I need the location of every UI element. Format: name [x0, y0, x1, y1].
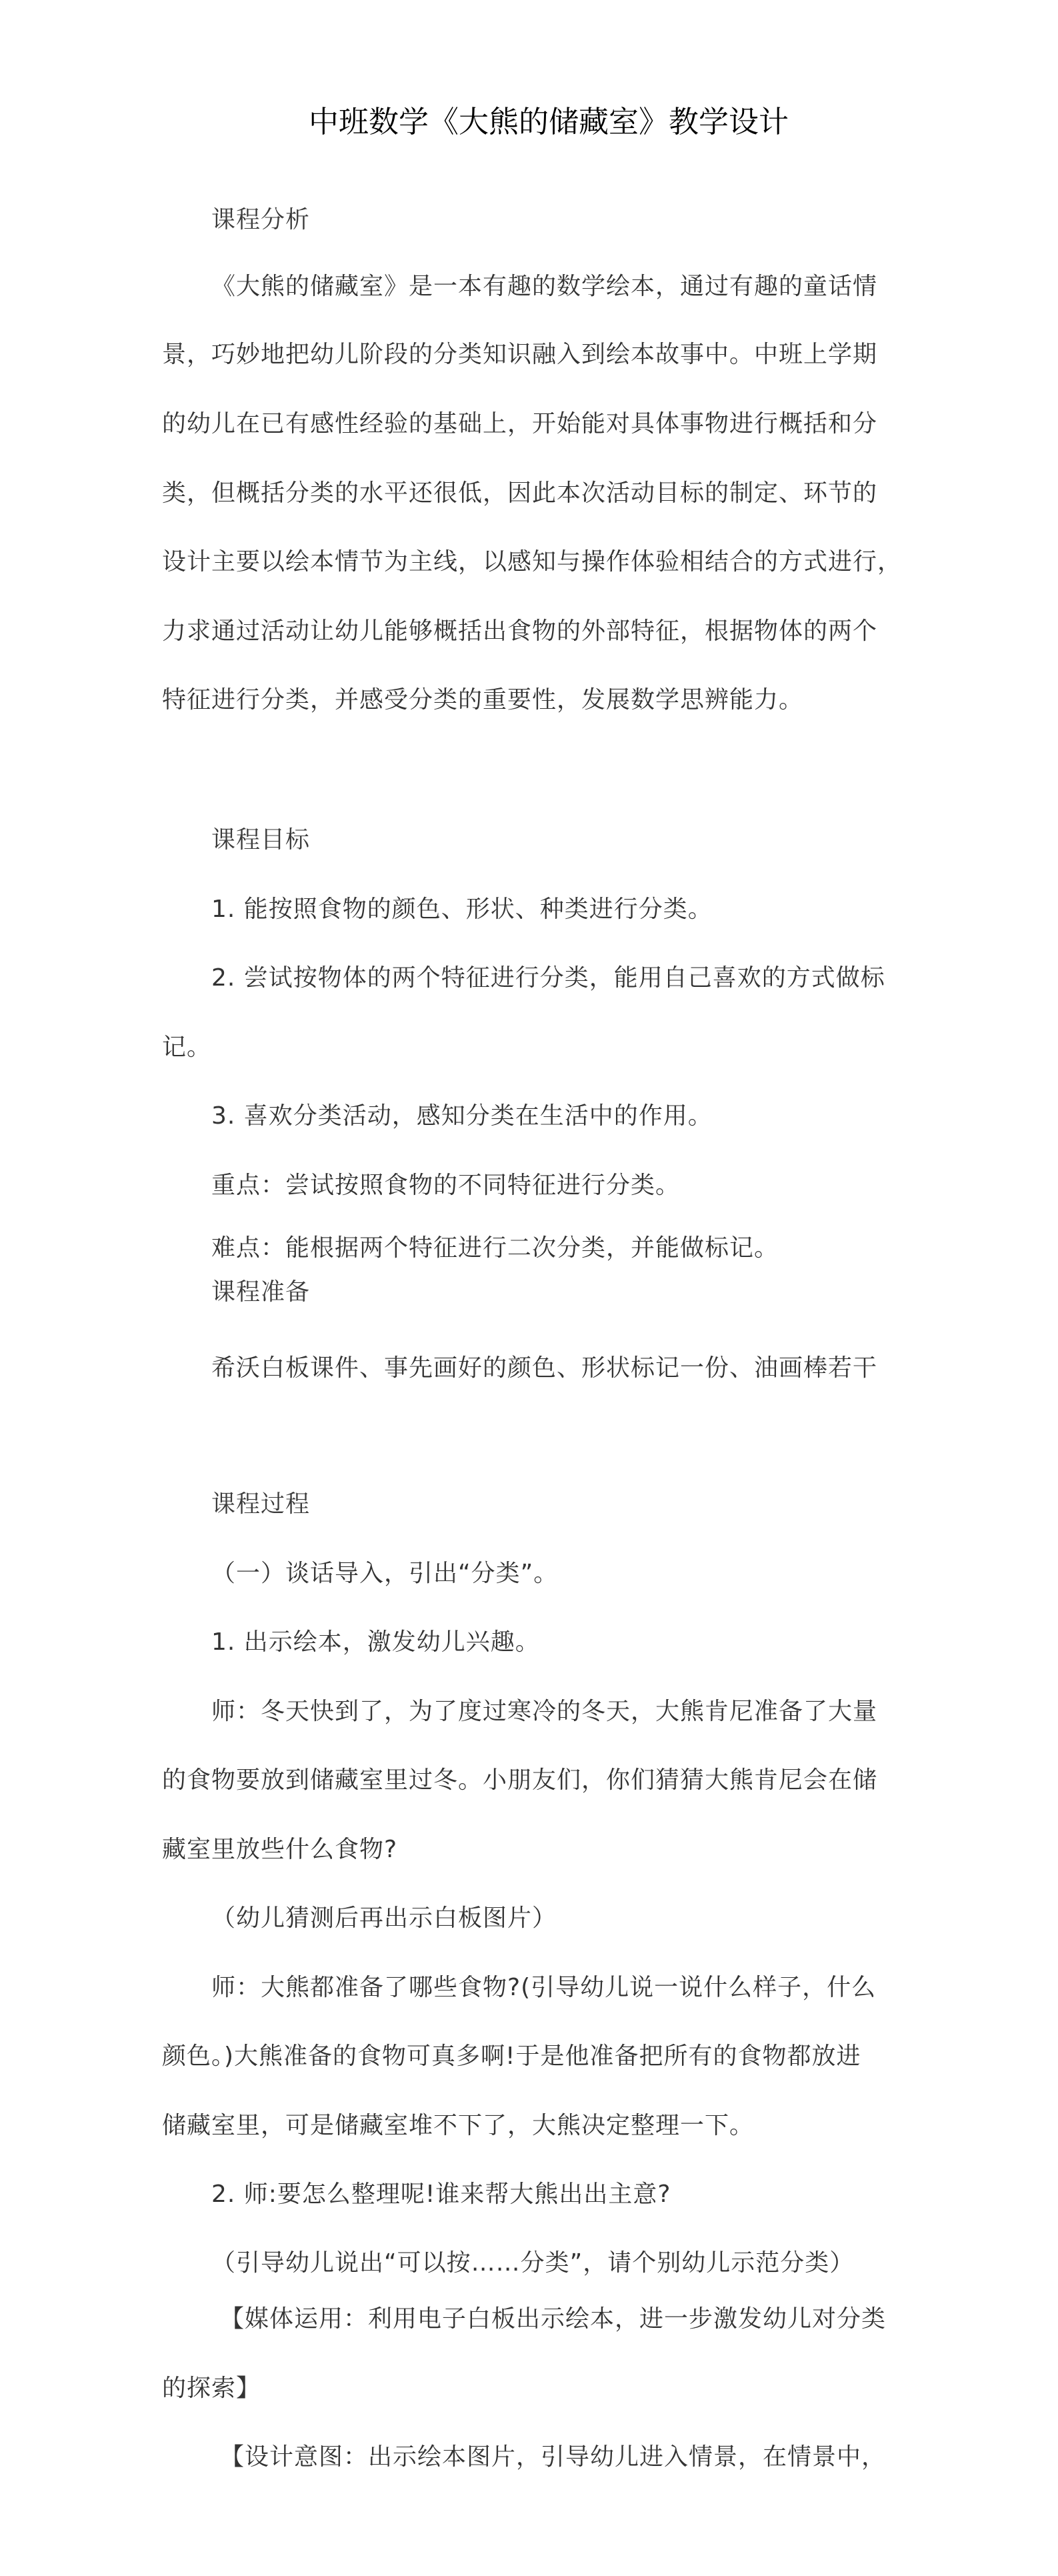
design-intent-note: 【设计意图：出示绘本图片，引导幼儿进入情景，在情景中， [220, 2443, 887, 2471]
analysis-line: 类，但概括分类的水平还很低，因此本次活动目标的制定、环节的 [162, 479, 878, 507]
section-heading-goals: 课程目标 [211, 826, 311, 854]
process-line: 师：大熊都准备了哪些食物?(引导幼儿说一说什么样子，什么 [211, 1974, 877, 2001]
analysis-line: 《大熊的储藏室》是一本有趣的数学绘本，通过有趣的童话情 [211, 273, 878, 300]
analysis-line: 特征进行分类，并感受分类的重要性，发展数学思辨能力。 [162, 686, 804, 714]
media-usage-note: 【媒体运用：利用电子白板出示绘本，进一步激发幼儿对分类 [220, 2305, 887, 2333]
goal-item-continuation: 记。 [162, 1034, 212, 1061]
process-line: （一）谈话导入，引出“分类”。 [211, 1560, 559, 1587]
analysis-line: 力求通过活动让幼儿能够概括出食物的外部特征，根据物体的两个 [162, 617, 878, 645]
process-line: 2. 师:要怎么整理呢!谁来帮大熊出出主意? [211, 2181, 671, 2208]
document-title: 中班数学《大熊的储藏室》教学设计 [309, 104, 789, 139]
goal-item: 2. 尝试按物体的两个特征进行分类，能用自己喜欢的方式做标 [211, 964, 885, 992]
section-heading-process: 课程过程 [211, 1490, 311, 1518]
process-line: （引导幼儿说出“可以按……分类”，请个别幼儿示范分类） [211, 2249, 855, 2277]
process-line: 的食物要放到储藏室里过冬。小朋友们，你们猜猜大熊肯尼会在储 [162, 1766, 878, 1794]
process-line: 1. 出示绘本，激发幼儿兴趣。 [211, 1628, 540, 1656]
key-point: 重点：尝试按照食物的不同特征进行分类。 [211, 1172, 681, 1199]
section-heading-preparation: 课程准备 [211, 1278, 311, 1306]
process-line: 藏室里放些什么食物? [162, 1836, 398, 1863]
section-heading-analysis: 课程分析 [211, 206, 311, 233]
goal-item: 1. 能按照食物的颜色、形状、种类进行分类。 [211, 896, 713, 923]
process-line: 师：冬天快到了，为了度过寒冷的冬天，大熊肯尼准备了大量 [211, 1698, 878, 1725]
process-line: （幼儿猜测后再出示白板图片） [211, 1904, 557, 1932]
process-line: 颜色。)大熊准备的食物可真多啊!于是他准备把所有的食物都放进 [162, 2043, 861, 2070]
media-usage-note-continuation: 的探索】 [162, 2375, 261, 2402]
analysis-line: 的幼儿在已有感性经验的基础上，开始能对具体事物进行概括和分 [162, 410, 878, 437]
difficulty-point: 难点：能根据两个特征进行二次分类，并能做标记。 [211, 1234, 779, 1262]
process-line: 储藏室里，可是储藏室堆不下了，大熊决定整理一下。 [162, 2112, 755, 2139]
preparation-text: 希沃白板课件、事先画好的颜色、形状标记一份、油画棒若干 [211, 1354, 878, 1382]
analysis-line: 景，巧妙地把幼儿阶段的分类知识融入到绘本故事中。中班上学期 [162, 341, 878, 368]
analysis-line: 设计主要以绘本情节为主线，以感知与操作体验相结合的方式进行， [162, 548, 903, 575]
goal-item: 3. 喜欢分类活动，感知分类在生活中的作用。 [211, 1102, 713, 1130]
